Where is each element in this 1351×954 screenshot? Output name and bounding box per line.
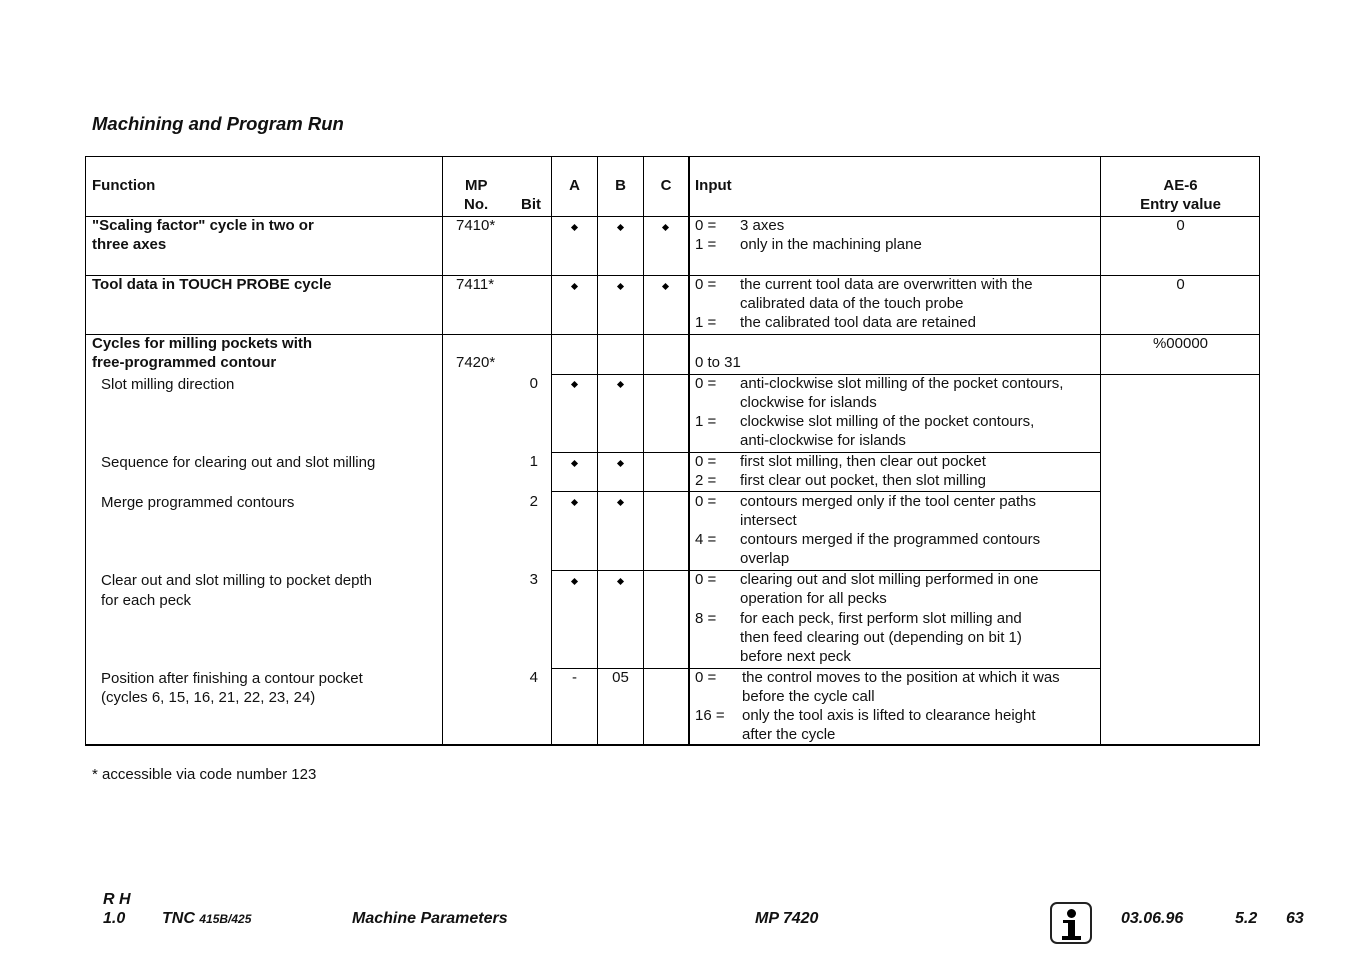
bit3-number: 3 [529, 571, 538, 588]
bit3-val1a: clearing out and slot milling performed in one [740, 571, 1039, 588]
row2-input-val1b: calibrated data of the touch probe [740, 295, 964, 312]
header-b: B [615, 177, 626, 194]
row1-mp: 7410* [456, 217, 496, 234]
parameter-table [85, 156, 1260, 746]
bit4-val1b: before the cycle call [742, 688, 875, 705]
footnote: * accessible via code number 123 [92, 766, 317, 783]
bit3-val1b: operation for all pecks [740, 590, 887, 607]
header-input: Input [695, 177, 732, 194]
header-function: Function [92, 177, 156, 194]
row1-function-line2: three axes [92, 236, 167, 253]
bit3-key1: 0 = [695, 571, 717, 588]
col-divider-mp [442, 157, 443, 745]
bit2-number: 2 [529, 493, 538, 510]
bit2-val1a: contours merged only if the tool center paths [740, 493, 1037, 510]
bit0-val1b: clockwise for islands [740, 394, 877, 411]
bit0-number: 0 [529, 375, 538, 392]
bit3-label-line2: for each peck [101, 592, 192, 609]
row2-mp: 7411* [456, 276, 495, 293]
row2-function: Tool data in TOUCH PROBE cycle [92, 276, 332, 293]
row1-entry: 0 [1176, 217, 1185, 234]
header-no: No. [464, 196, 489, 213]
row3-input: 0 to 31 [695, 354, 741, 371]
bit2-label: Merge programmed contours [101, 494, 295, 511]
header-a: A [569, 177, 580, 194]
row1-input-val1: 3 axes [740, 217, 785, 234]
col-divider-c [643, 157, 644, 745]
row2-input-key1: 0 = [695, 276, 717, 293]
bit3-val2b: then feed clearing out (depending on bit 1) [740, 629, 1022, 646]
footer-tnc [162, 910, 251, 928]
footer-rh: R H [103, 891, 131, 908]
bit4-label-line2: (cycles 6, 15, 16, 21, 22, 23, 24) [101, 689, 316, 706]
row1-input-key2: 1 = [695, 236, 717, 253]
col-divider-input [688, 157, 690, 745]
footer-model: 415B/425 [199, 912, 252, 926]
header-c: C [660, 177, 672, 194]
bit3-key2: 8 = [695, 610, 717, 627]
row3-mp: 7420* [456, 354, 496, 371]
bit2-val2a: contours merged if the programmed contours [740, 531, 1041, 548]
bit0-key2: 1 = [695, 413, 717, 430]
bit0-val2a: clockwise slot milling of the pocket contours, [740, 413, 1035, 430]
bit4-val1a: the control moves to the position at which it was [742, 669, 1060, 686]
header-bit: Bit [521, 196, 541, 213]
row2-input-val2: the calibrated tool data are retained [740, 314, 976, 331]
bit3-val2a: for each peck, first perform slot milling and [740, 610, 1022, 627]
row1-input-val2: only in the machining plane [740, 236, 922, 253]
bit0-val1a: anti-clockwise slot milling of the pocket contours, [740, 375, 1064, 392]
info-icon [1050, 902, 1092, 944]
section-title: Machining and Program Run [92, 113, 344, 134]
bit3-label-line1: Clear out and slot milling to pocket depth [101, 572, 372, 589]
footer-mp-ref: MP 7420 [755, 910, 819, 927]
bit4-b-value: 05 [612, 669, 629, 686]
header-ae6: AE-6 [1163, 177, 1198, 194]
bit2-val2b: overlap [740, 550, 790, 567]
bit1-label: Sequence for clearing out and slot milling [101, 454, 376, 471]
col-divider-a [551, 157, 552, 745]
bit0-key1: 0 = [695, 375, 717, 392]
bit1-val2: first clear out pocket, then slot milling [740, 472, 986, 489]
bit0-label: Slot milling direction [101, 376, 235, 393]
bit4-a-value: - [572, 669, 577, 686]
row3-entry: %00000 [1152, 335, 1209, 352]
bit4-val2a: only the tool axis is lifted to clearance height [742, 707, 1036, 724]
bit1-val1: first slot milling, then clear out pocket [740, 453, 986, 470]
bit4-val2b: after the cycle [742, 726, 836, 743]
bit4-label-line1: Position after finishing a contour pocket [101, 670, 363, 687]
header-entry-value: Entry value [1140, 196, 1221, 213]
bit3-val2c: before next peck [740, 648, 851, 665]
row3-function-line2: free-programmed contour [92, 354, 277, 371]
bit2-key1: 0 = [695, 493, 717, 510]
bit1-number: 1 [529, 453, 538, 470]
row3-function-line1: Cycles for milling pockets with [92, 335, 313, 352]
footer-date: 03.06.96 [1121, 910, 1184, 927]
row1-input-key1: 0 = [695, 217, 717, 234]
bit4-key2: 16 = [695, 707, 725, 724]
col-divider-entry [1100, 157, 1101, 745]
row2-input-key2: 1 = [695, 314, 717, 331]
footer-page: 63 [1286, 910, 1304, 927]
footer-section: 5.2 [1235, 910, 1258, 927]
footer-tnc-label: TNC [162, 910, 195, 927]
bit2-val1b: intersect [740, 512, 797, 529]
row2-entry: 0 [1176, 276, 1185, 293]
bit0-val2b: anti-clockwise for islands [740, 432, 906, 449]
row1-function-line1: "Scaling factor" cycle in two or [92, 217, 314, 234]
bit4-number: 4 [529, 669, 538, 686]
bit1-key2: 2 = [695, 472, 717, 489]
bit1-key1: 0 = [695, 453, 717, 470]
footer-chapter: Machine Parameters [352, 910, 508, 927]
col-divider-b [597, 157, 598, 745]
bit2-key2: 4 = [695, 531, 717, 548]
row2-input-val1a: the current tool data are overwritten with the [740, 276, 1033, 293]
bit4-key1: 0 = [695, 669, 717, 686]
footer-version: 1.0 [103, 910, 126, 927]
header-mp: MP [465, 177, 488, 194]
